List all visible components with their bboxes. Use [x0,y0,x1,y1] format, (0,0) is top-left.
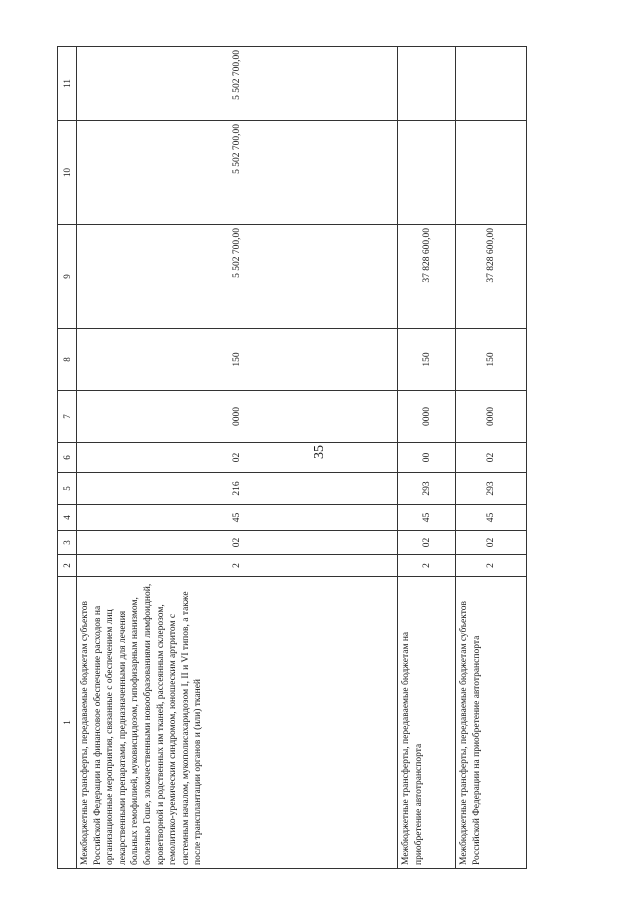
table-row [77,47,398,869]
column-header: 6 [58,443,77,473]
cell-col-3: 02 [398,531,456,555]
cell-col-9: 37 828 600,00 [456,225,527,329]
cell-col-6: 02 [77,443,398,473]
cell-col-8: 150 [456,329,527,391]
table-row [456,47,527,869]
column-header: 11 [58,47,77,121]
cell-col-3: 02 [456,531,527,555]
rotated-table-wrapper [57,47,527,869]
cell-col-11 [456,47,527,121]
cell-col-7: 0000 [77,391,398,443]
row-description: Межбюджетные трансферты, передаваемые бюджетам субъектов Российской Федерации на финансовое обеспечение расходов на организационные мероприятия, связанные с обеспечением лиц лекарственными препаратами, предназначенными для лечения больных гемофилией, муковисцидозом, гипофизарным нанизмом, болезнью Гоше, злокачественными новообразованиями лимфоидной, кроветворной и родственных им тканей, рассеянным склерозом, гемолитико-уремическим синдромом, юношеским артритом с системным началом, мукополисахаридозом I, II и VI типов, а также после трансплантации органов и (или) тканей [77,577,398,869]
cell-col-6: 02 [456,443,527,473]
table-row [398,47,456,869]
row-description: Межбюджетные трансферты, передаваемые бюджетам субъектов Российской Федерации на приобретение автотранспорта [456,577,527,869]
cell-col-2: 2 [77,555,398,577]
budget-table [57,46,527,869]
cell-col-2: 2 [398,555,456,577]
cell-col-5: 216 [77,473,398,505]
column-header: 8 [58,329,77,391]
cell-col-7: 0000 [456,391,527,443]
column-header: 10 [58,121,77,225]
cell-col-10 [398,121,456,225]
header-row [58,47,77,869]
cell-col-5: 293 [456,473,527,505]
cell-col-5: 293 [398,473,456,505]
cell-col-8: 150 [77,329,398,391]
column-header: 2 [58,555,77,577]
cell-col-4: 45 [456,505,527,531]
column-header: 4 [58,505,77,531]
cell-col-8: 150 [398,329,456,391]
cell-col-9: 37 828 600,00 [398,225,456,329]
cell-col-11 [398,47,456,121]
cell-col-4: 45 [398,505,456,531]
row-description: Межбюджетные трансферты, передаваемые бюджетам на приобретение автотранспорта [398,577,456,869]
cell-col-10 [456,121,527,225]
column-header: 3 [58,531,77,555]
column-header: 1 [58,577,77,869]
page-number: 35 [312,445,327,459]
cell-col-10: 5 502 700,00 [77,121,398,225]
column-header: 9 [58,225,77,329]
column-header: 7 [58,391,77,443]
cell-col-7: 0000 [398,391,456,443]
cell-col-9: 5 502 700,00 [77,225,398,329]
cell-col-11: 5 502 700,00 [77,47,398,121]
cell-col-6: 00 [398,443,456,473]
cell-col-2: 2 [456,555,527,577]
column-header: 5 [58,473,77,505]
cell-col-4: 45 [77,505,398,531]
cell-col-3: 02 [77,531,398,555]
